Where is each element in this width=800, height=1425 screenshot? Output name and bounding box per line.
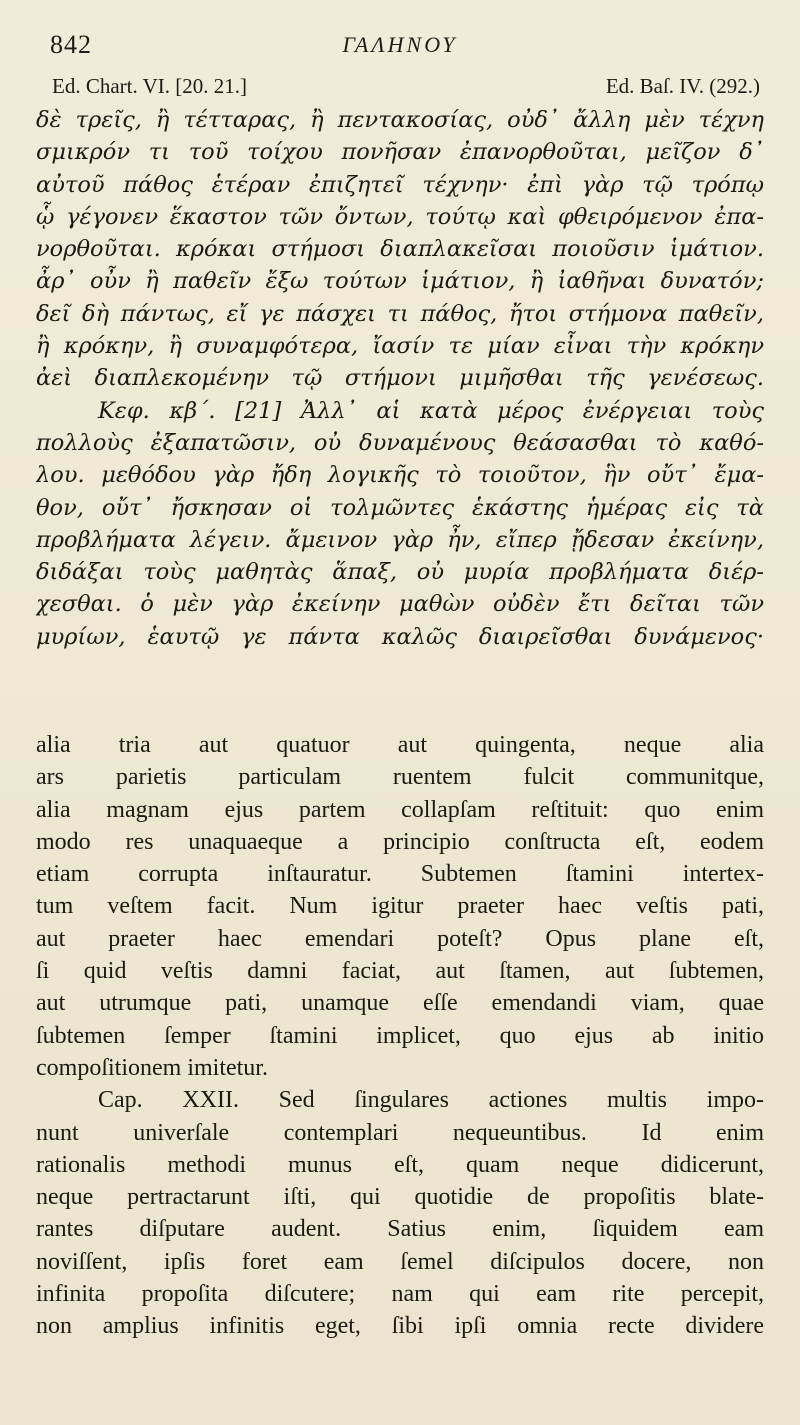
latin-line: etiam corrupta inſtauratur. Subtemen ſtamini intertex- bbox=[36, 861, 764, 888]
latin-chapter-heading-line: Cap. XXII. Sed ſingulares actiones multis impo- bbox=[98, 1087, 764, 1114]
latin-line: alia magnam ejus partem collapſam reſtituit: quo enim bbox=[36, 796, 764, 823]
greek-line: αὐτοῦ πάθος ἑτέραν ἐπιζητεῖ τέχνην· ἐπὶ γὰρ τῷ τρόπῳ bbox=[36, 171, 764, 198]
latin-line: noviſſent, ipſis foret eam ſemel diſcipulos docere, non bbox=[36, 1248, 764, 1275]
latin-line: non amplius infinitis eget, ſibi ipſi omnia recte dividere bbox=[36, 1313, 764, 1340]
latin-line: ſi quid veſtis damni faciat, aut ſtamen, aut ſubtemen, bbox=[36, 958, 764, 985]
page-header bbox=[40, 30, 760, 64]
latin-line: alia tria aut quatuor aut quingenta, neque alia bbox=[36, 732, 764, 758]
latin-line: infinita propoſita diſcutere; nam qui eam rite percepit, bbox=[36, 1281, 764, 1308]
greek-line: προβλήματα λέγειν. ἄμεινον γὰρ ἦν, εἴπερ ᾔδεσαν ἐκείνην, bbox=[36, 526, 764, 553]
greek-line: σμικρόν τι τοῦ τοίχου πονῆσαν ἐπανορθοῦται, μεῖζον δ᾽ bbox=[36, 139, 764, 166]
greek-line: θον, οὔτ᾽ ἤσκησαν οἱ τολμῶντες ἑκάστης ἡμέρας εἰς τὰ bbox=[36, 494, 764, 521]
greek-line: χεσθαι. ὁ μὲν γὰρ ἐκείνην μαθὼν οὐδὲν ἔτι δεῖται τῶν bbox=[36, 591, 764, 618]
greek-line: ἀεὶ διαπλεκομένην τῷ στήμονι μιμῆσθαι τῆς γενέσεως. bbox=[36, 365, 764, 392]
greek-line: πολλοὺς ἐξαπατῶσιν, οὐ δυναμένους θεάσασθαι τὸ καθό- bbox=[36, 429, 764, 456]
greek-line: ᾧ γέγονεν ἕκαστον τῶν ὄντων, τούτῳ καὶ φθειρόμενον ἐπα- bbox=[36, 203, 764, 230]
edition-reference-line bbox=[52, 74, 760, 100]
latin-line: aut utrumque pati, unamque eſſe emendandi viam, quae bbox=[36, 990, 764, 1017]
greek-line: λου. μεθόδου γὰρ ἤδη λογικῆς τὸ τοιοῦτον, ἣν οὔτ᾽ ἔμα- bbox=[36, 462, 764, 489]
latin-line: tum veſtem facit. Num igitur praeter haec veſtis pati, bbox=[36, 893, 764, 920]
latin-line: modo res unaquaeque a principio conſtructa eſt, eodem bbox=[36, 828, 764, 855]
latin-text-block bbox=[36, 729, 764, 1343]
greek-line: νορθοῦται. κρόκαι στήμοσι διαπλακεῖσαι ποιοῦσιν ἱμάτιον. bbox=[36, 236, 764, 263]
latin-line: neque pertractarunt iſti, qui quotidie de propoſitis blate- bbox=[36, 1184, 764, 1211]
latin-line: nunt univerſale contemplari nequeuntibus. Id enim bbox=[36, 1119, 764, 1146]
greek-line: μυρίων, ἑαυτῷ γε πάντα καλῶς διαιρεῖσθαι δυνάμενος· bbox=[36, 623, 764, 650]
edition-reference-left: Ed. Chart. VI. [20. 21.] bbox=[52, 74, 247, 98]
latin-line: rantes diſputare audent. Satius enim, ſiquidem eam bbox=[36, 1216, 764, 1243]
greek-chapter-heading-line: Κεφ. κβ΄. [21] Ἀλλ᾽ αἱ κατὰ μέρος ἐνέργειαι τοὺς bbox=[98, 397, 764, 424]
greek-line: δὲ τρεῖς, ἢ τέτταρας, ἢ πεντακοσίας, οὐδ᾽ ἄλλη μὲν τέχνη bbox=[36, 107, 764, 133]
greek-line: διδάξαι τοὺς μαθητὰς ἅπαξ, οὐ μυρία προβλήματα διέρ- bbox=[36, 559, 764, 586]
greek-line: ἆρ᾽ οὖν ἢ παθεῖν ἔξω τούτων ἱμάτιον, ἢ ἰαθῆναι δυνατόν; bbox=[36, 268, 764, 295]
running-title: ΓΑΛΗΝΟΥ bbox=[342, 32, 458, 57]
greek-line: ἢ κρόκην, ἢ συναμφότερα, ἴασίν τε μίαν εἶναι τὴν κρόκην bbox=[36, 333, 764, 360]
greek-line: δεῖ δὴ πάντως, εἴ γε πάσχει τι πάθος, ἤτοι στήμονα παθεῖν, bbox=[36, 300, 764, 327]
latin-line: aut praeter haec emendari poteſt? Opus plane eſt, bbox=[36, 925, 764, 952]
latin-line: ſubtemen ſemper ſtamini implicet, quo ejus ab initio bbox=[36, 1022, 764, 1049]
latin-line: rationalis methodi munus eſt, quam neque didicerunt, bbox=[36, 1151, 764, 1178]
latin-line: compoſitionem imitetur. bbox=[36, 1054, 268, 1081]
latin-line: ars parietis particulam ruentem fulcit communitque, bbox=[36, 764, 764, 791]
edition-reference-right: Ed. Baſ. IV. (292.) bbox=[605, 74, 760, 98]
greek-text-block bbox=[36, 104, 764, 653]
page-number: 842 bbox=[50, 30, 92, 59]
